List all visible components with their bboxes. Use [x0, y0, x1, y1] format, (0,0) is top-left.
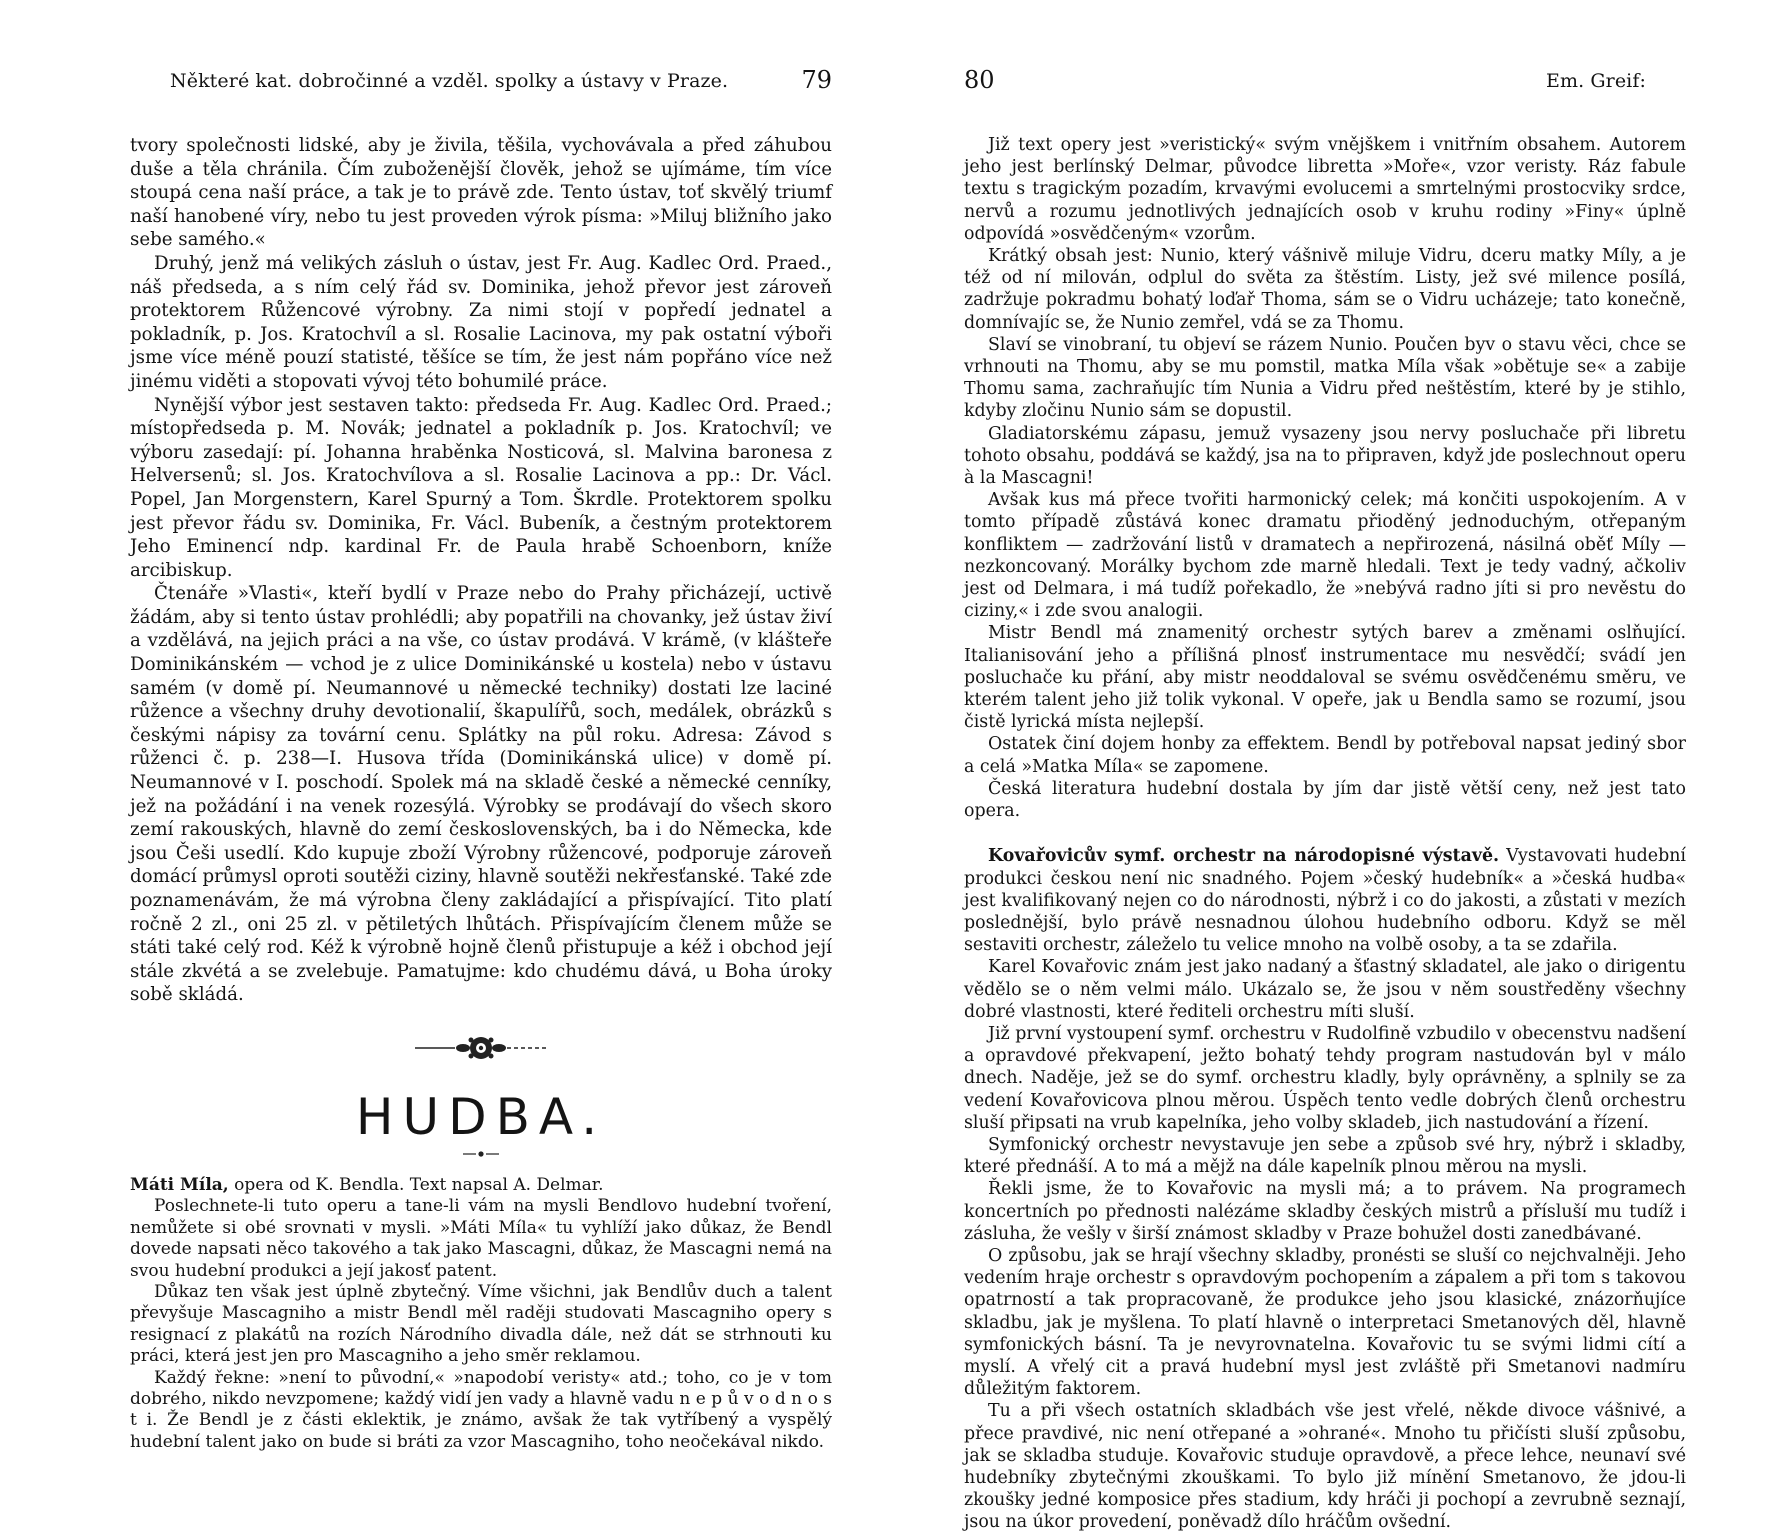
music-section — [130, 1175, 832, 1453]
paragraph: O způsobu, jak se hrají všechny skladby, pronésti se sluší co nejchvalněji. Jeho vedením hraje orchestr s opravdovým pochopením a zápalem a při tom s takovou opatrností a tak propracovaně, že produkce jeho jsou klasické, znázorňujíce skladbu, jak je myšlena. To platí hlavně o interpretaci Smetanových děl, hlavně symfonických básní. Ta je nevyrovnatelna. Kovařovic tu se svými lidmi cítí a myslí. A vřelý cit a pravá hudební mysl jest zvláště při Smetanovi nadmíru důležitým faktorem. — [964, 1245, 1686, 1400]
paragraph: Tu a při všech ostatních skladbách vše jest vřelé, někde divoce vášnivé, a přece pravdivé, nic není otřepané a »ohrané«. Mnoho tu přičísti sluší způsobu, jak se skladba studuje. Kovařovic studuje opravdově, a přece lehce, neunaví své hudebníky zbytečnými zkouškami. To bylo již mínění Smetanovo, že jdou-li zkoušky jedné komposice přes stadium, kdy hráči ji pochopí a zevrubně seznají, jsou na úkor provedení, poněvadž dílo hráčům ovšední. — [964, 1401, 1686, 1533]
kovarovic-intro — [964, 845, 1686, 956]
paragraph: Čtenáře »Vlasti«, kteří bydlí v Praze nebo do Prahy přicházejí, uctivě žádám, aby si tento ústav prohlédli; aby popatřili na chovanky, jež ústav živí a vzdělává, na jejich práci a na vše, co ústav prodává. V krámě, (v klášteře Dominikánském — vchod je z ulice Dominikánské u kostela) nebo v ústavu samém (v domě pí. Neumannové u německé techniky) dostati lze laciné růžence a všechny druhy devotionalií, škapulířů, soch, medálek, obrázků s českými nápisy za tovární cenu. Splátky na půl roku. Adresa: Závod s růženci č. p. 238—I. Husova třída (Dominikánská ulice) v domě pí. Neumannové v I. poschodí. Spolek má na skladě české a německé cenníky, jež na požádání i na venek rozesýlá. Výrobky se prodávají do všech skoro zemí rakouských, hlavně do zemí československých, ba i do Německa, kde jsou Češi usedlí. Kdo kupuje zboží Výrobny růžencové, podporuje zároveň domácí průmysl oproti soutěži ciziny, hlavně soutěži nekřesťanské. Také zde poznamenávám, že má výrobna členy zakládající a přispívající. Tito platí ročně 2 zl., oni 25 zl. v pětiletých lhůtách. Přispívajícím členem může se státi také celý rod. Kéž k výrobně hojně členů přistupuje a kéž i obchod její stále zkvétá a se zvelebuje. Pamatujme: kdo chudému dává, u Boha úroky sobě skládá. — [130, 583, 833, 1006]
paragraph: Každý řekne: »není to původní,« »napodobí veristy« atd.; toho, co je v tom dobrého, nikdo nevzpomene; každý vidí jen vady a hlavně vadu n e p ů v o d n o s t i. Že Bendl je z části eklektik, je známo, avšak že tak vytříbený a vyspělý hudební talent jako on bude si bráti za vzor Mascagniho, toho neočekával nikdo. — [130, 1367, 832, 1452]
paragraph: Gladiatorskému zápasu, jemuž vysazeny jsou nervy posluchače při libretu tohoto obsahu, poddává se každý, jsa na to připraven, když jde poslechnout operu à la Mascagni! — [964, 423, 1686, 489]
paragraph: Slaví se vinobraní, tu objeví se rázem Nunio. Poučen byv o stavu věci, chce se vrhnouti na Thomu, aby se mu pomstil, matka Míla však »obětuje se« a zabije Thomu sama, zachraňujíc tím Nunia a Vidru před neštěstím, které by je stihlo, kdyby zločinu Nunio sám se dopustil. — [964, 334, 1686, 422]
music-intro — [130, 1175, 832, 1196]
left-page — [0, 0, 888, 1500]
paragraph: Již text opery jest »veristický« svým vnějškem i vnitřním obsahem. Autorem jeho jest berlínský Delmar, původce libretta »Moře«, vzor veristy. Ráz fabule textu s tragickým pozadím, krvavými evolucemi a smrtelnými prostocviky srdce, nervů a rozumu jednotlivých jednajících osob v kruhu rodiny »Finy« úplně odpovídá »osvědčeným« vzorům. — [964, 135, 1686, 244]
paragraph: tvory společnosti lidské, aby je živila, těšila, vychovávala a před záhubou duše a těla chránila. Čím zuboženější člověk, jehož se ujímáme, tím více stoupá cena naší práce, a tak je to právě zde. Tento ústav, toť skvělý triumf naší hanobené víry, nebo tu jest proveden výrok písma: »Miluj bližního jako sebe samého.« — [130, 135, 832, 251]
left-page-number: 79 — [801, 66, 832, 94]
paragraph: Poslechnete-li tuto operu a tane-li vám na mysli Bendlovo hudební tvoření, nemůžete si obé srovnati v mysli. »Máti Míla« tu vyhlíží jako důkaz, že Bendl dovede napsati něco takového a tak jako Mascagni, důkaz, že Mascagni nemá na svou hudební produkci a její jakosť patent. — [130, 1196, 832, 1281]
left-running-head — [130, 64, 832, 104]
paragraph: Již první vystoupení symf. orchestru v Rudolfině vzbudilo v obecenstvu nadšení a opravdové překvapení, ježto bohatý tehdy program nastudován byl v málo dnech. Naděje, jež se do symf. orchestru kladly, byly oprávněny, a splnily se za vedení Kovařovicova plnou měrou. Úspěch tento vedle dobrých členů orchestru sluší připsati na vrub kapelníka, jeho volby skladeb, jich nastudování a řízení. — [964, 1023, 1686, 1133]
paragraph: Důkaz ten však jest úplně zbytečný. Víme všichni, jak Bendlův duch a talent převyšuje Mascagniho a mistr Bendl měl raději studovati Mascagniho opery s resignací z plakátů na rozích Národního divadla dále, než dát se strhnouti ku práci, která jest jen pro Mascagniho a jeho směr reklamou. — [130, 1282, 832, 1367]
right-running-title: Em. Greif: — [1546, 70, 1646, 92]
kovarovic-intro-lead: Kovařovicův symf. orchestr na národopisné výstavě. — [988, 846, 1500, 867]
section-title: HUDBA. — [355, 1087, 607, 1146]
music-intro-lead: Máti Míla, — [130, 1174, 229, 1195]
paragraph: Symfonický orchestr nevystavuje jen sebe a způsob své hry, nýbrž i skladby, které přednáší. A to má a mějž na dále kapelník plnou měrou na mysli. — [964, 1134, 1686, 1178]
paragraph: Krátký obsah jest: Nunio, který vášnivě miluje Vidru, dceru matky Míly, a je též od ní milován, odplul do světa za štěstím. Listy, jež své milence posílá, zadržuje pokradmu bohatý loďař Thoma, sám se o Vidru ucházeje; tato konečně, domnívajíc se, že Nunio zemřel, vdá se za Thomu. — [964, 246, 1686, 333]
ornament-divider-icon — [130, 1033, 832, 1063]
paragraph: Mistr Bendl má znamenitý orchestr sytých barev a změnami oslňující. Italianisování jeho a přílišná plnosť instrumentace mu nesvědčí; svádí jen posluchače ku přání, aby mistr neoddaloval se svému osvědčenému směru, ve kterém talent jeho již tolik vykonal. V opeře, jak u Bendla samo se rozumí, jsou čistě lyrická místa nejlepší. — [964, 623, 1686, 733]
paragraph: Nynější výbor jest sestaven takto: předseda Fr. Aug. Kadlec Ord. Praed.; místopředseda p. M. Novák; jednatel a pokladník p. Jos. Kratochvíl; ve výboru zasedají: pí. Johanna hraběnka Nosticová, sl. Malvina baronesa z Helversenů; sl. Jos. Kratochvílova a sl. Rosalie Lacinova a pp.: Dr. Václ. Popel, Jan Morgenstern, Karel Spurný a Tom. Škrdle. Protektorem spolku jest převor řádu sv. Dominika, Fr. Václ. Bubeník, a čestným protektorem Jeho Eminencí ndp. kardinal Fr. de Paula hrabě Schoenborn, kníže arcibiskup. — [130, 394, 832, 581]
paragraph: Ostatek činí dojem honby za effektem. Bendl by potřeboval napsat jediný sbor a celá »Matka Míla« se zapomene. — [964, 734, 1686, 777]
paragraph: Řekli jsme, že to Kovařovic na mysli má; a to právem. Na programech koncertních po přednosti nalézáme skladby českých mistrů a přísluší mu tudíž i zásluha, že vešly v širší známost skladby v Praze bohužel dosti zanedbávané. — [964, 1179, 1686, 1244]
right-body-text — [964, 134, 1686, 1534]
kovarovic-intro-rest: Vystavovati hudební produkci českou není nic snadného. Pojem »český hudebník« a »česká hudba« jest kvalifikovaný nejen co do národnosti, nýbrž i co do jakosti, a zůstati v mezích poslednější, bylo právě nesnadnou úlohou hudebního odboru. Když se měl sestaviti orchestr, záleželo tu velice mnoho na volbě osoby, a ta se zdařila. — [964, 846, 1686, 956]
right-running-head — [964, 64, 1686, 104]
music-intro-rest: opera od K. Bendla. Text napsal A. Delmar. — [228, 1174, 604, 1195]
paragraph: Karel Kovařovic znám jest jako nadaný a šťastný skladatel, ale jako o dirigentu vědělo se o něm velmi málo. Ukázalo se, že jsou v něm soustředěny všechny dobré vlastnosti, které řediteli orchestru míti sluší. — [964, 957, 1686, 1022]
title-rule-icon — [130, 1145, 832, 1157]
right-page — [888, 0, 1776, 1533]
paragraph: Avšak kus má přece tvořiti harmonický celek; má končiti uspokojením. A v tomto případě zůstává konec dramatu přioděný jednoduchým, otřepaným konfliktem — zadržování listů v dramatech a nepřirozená, násilná oběť Míly — nezkoncovaný. Morálky bychom zde marně hledali. Text je tedy vadný, ačkoliv jest od Delmara, i má tudíž pořekadlo, že »nebývá radno jíti si pro nevěstu do ciziny,« i zde svou analogii. — [964, 490, 1686, 622]
left-running-title: Některé kat. dobročinné a vzděl. spolky a ústavy v Praze. — [170, 70, 729, 92]
paragraph: Druhý, jenž má velikých zásluh o ústav, jest Fr. Aug. Kadlec Ord. Praed., náš předseda, a s ním celý řád sv. Dominika, jehož převor jest zároveň protektorem Růžencové výrobny. Za nimi stojí v popředí jednatel a pokladník, p. Jos. Kratochvíl a sl. Rosalie Lacinova, my pak ostatní výboři jsme více méně pouzí statisté, těšíce se tím, že jest nám popřáno více než jinému viděti a stopovati vývoj této bohumilé práce. — [130, 252, 832, 392]
right-page-number: 80 — [964, 66, 995, 94]
paragraph: Česká literatura hudební dostala by jím dar jistě větší ceny, než jest tato opera. — [964, 778, 1686, 822]
left-body-text — [130, 134, 832, 1007]
